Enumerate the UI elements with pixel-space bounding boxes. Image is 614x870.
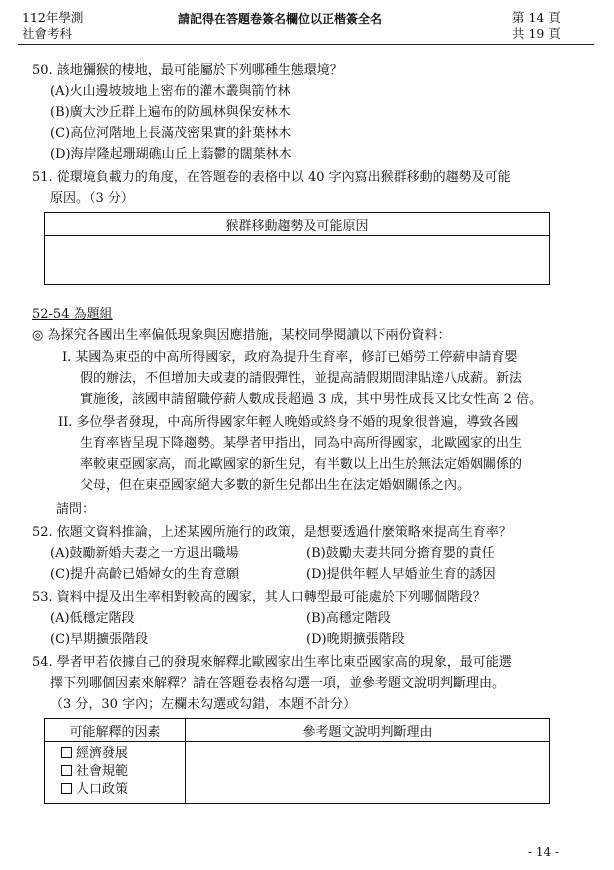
ask-label: 請問：: [56, 502, 96, 517]
q50-option-a: (A)火山邊坡坡地上密布的灌木叢與箭竹林: [50, 84, 291, 99]
material-2-line4: 父母，但在東亞國家絕大多數的新生兒都出生在法定婚姻關係之內。: [80, 478, 471, 493]
q54-col-factor-header: 可能解釋的因素: [45, 719, 186, 742]
q50-option-b: (B)廣大沙丘群上遍布的防風林與保安林木: [50, 105, 291, 120]
checkbox-icon[interactable]: [61, 765, 72, 776]
material-1-line1: I. 某國為東亞的中高所得國家，政府為提升生育率，修訂已婚勞工停薪申請育嬰: [62, 350, 518, 365]
q51-stem-line1: 51. 從環境負載力的角度，在答題卷的表格中以 40 字內寫出猴群移動的趨勢及可能: [32, 170, 511, 185]
material-2-line1: II. 多位學者發現，中高所得國家年輕人晚婚或終身不婚的現象很普遍，導致各國: [58, 415, 519, 430]
q54-answer-table: [44, 718, 550, 804]
exam-year: 112年學測: [22, 10, 84, 25]
q52-stem: 52. 依題文資料推論，上述某國所施行的政策，是想要透過什麼策略來提高生育率？: [32, 525, 512, 540]
material-2-line2: 生育率皆呈現下降趨勢。某學者甲指出，同為中高所得國家，北歐國家的出生: [80, 436, 523, 451]
q54-reason-area[interactable]: [186, 742, 550, 804]
q51-table-header: 猴群移動趨勢及可能原因: [45, 213, 550, 236]
header-divider: [18, 44, 594, 45]
q50-stem: 50. 該地獼猴的棲地，最可能屬於下列哪種生態環境？: [32, 63, 343, 78]
q50-option-d: (D)海岸隆起珊瑚礁山丘上蓊鬱的闊葉林木: [50, 147, 292, 162]
q50-option-c: (C)高位河階地上長滿茂密果實的針葉林木: [50, 126, 292, 141]
group-title: 52-54 為題組: [32, 307, 113, 322]
q52-option-d: (D)提供年輕人早婚並生育的誘因: [306, 567, 496, 582]
checkbox-icon[interactable]: [61, 783, 72, 794]
q54-choice-social[interactable]: 社會規範: [61, 763, 185, 781]
q52-option-a: (A)鼓勵新婚夫妻之一方退出職場: [50, 546, 239, 561]
q52-option-c: (C)提升高齡已婚婦女的生育意願: [50, 567, 240, 582]
q53-option-a: (A)低穩定階段: [50, 611, 135, 626]
footer-page-number: - 14 -: [528, 845, 560, 859]
q54-col-reason-header: 參考題文說明判斷理由: [186, 719, 550, 742]
signature-notice: 請記得在答題卷簽名欄位以正楷簽全名: [178, 12, 383, 26]
exam-subject: 社會考科: [22, 26, 73, 41]
q54-choice-list: [45, 742, 186, 804]
q54-choice-policy[interactable]: 人口政策: [61, 781, 185, 799]
page-number-header: 第 14 頁: [512, 10, 561, 25]
material-1-line3: 實施後，該國申請留職停薪人數成長超過 3 成，其中男性成長又比女性高 2 倍。: [80, 392, 543, 407]
q54-stem-line3: （3 分，30 字內；左欄未勾選或勾錯，本題不計分）: [50, 697, 357, 712]
group-intro: ◎ 為探究各國出生率偏低現象與因應措施，某校同學閱讀以下兩份資料：: [32, 328, 451, 343]
page-total: 共 19 頁: [512, 26, 561, 41]
q52-option-b: (B)鼓勵夫妻共同分擔育嬰的責任: [306, 546, 495, 561]
checkbox-icon[interactable]: [61, 747, 72, 758]
material-1-line2: 假的辦法，不但增加夫或妻的請假彈性，並提高請假期間津貼達八成薪。新法: [80, 371, 523, 386]
q53-stem: 53. 資料中提及出生率相對較高的國家，其人口轉型最可能處於下列哪個階段？: [32, 590, 486, 605]
q51-stem-line2: 原因。（3 分）: [50, 191, 134, 206]
q53-option-d: (D)晚期擴張階段: [306, 632, 405, 647]
q54-stem-line2: 擇下列哪個因素來解釋？請在答題卷表格勾選一項，並參考題文說明判斷理由。: [50, 676, 506, 691]
q53-option-c: (C)早期擴張階段: [50, 632, 149, 647]
q54-stem-line1: 54. 學者甲若依據自己的發現來解釋北歐國家出生率比東亞國家高的現象，最可能選: [32, 655, 512, 670]
q54-choice-economic[interactable]: 經濟發展: [61, 745, 185, 763]
q51-answer-table: [44, 212, 550, 285]
material-2-line3: 率較東亞國家高，而北歐國家的新生兒，有半數以上出生於無法定婚姻關係的: [80, 457, 523, 472]
q51-answer-area[interactable]: [45, 236, 550, 285]
q53-option-b: (B)高穩定階段: [306, 611, 391, 626]
